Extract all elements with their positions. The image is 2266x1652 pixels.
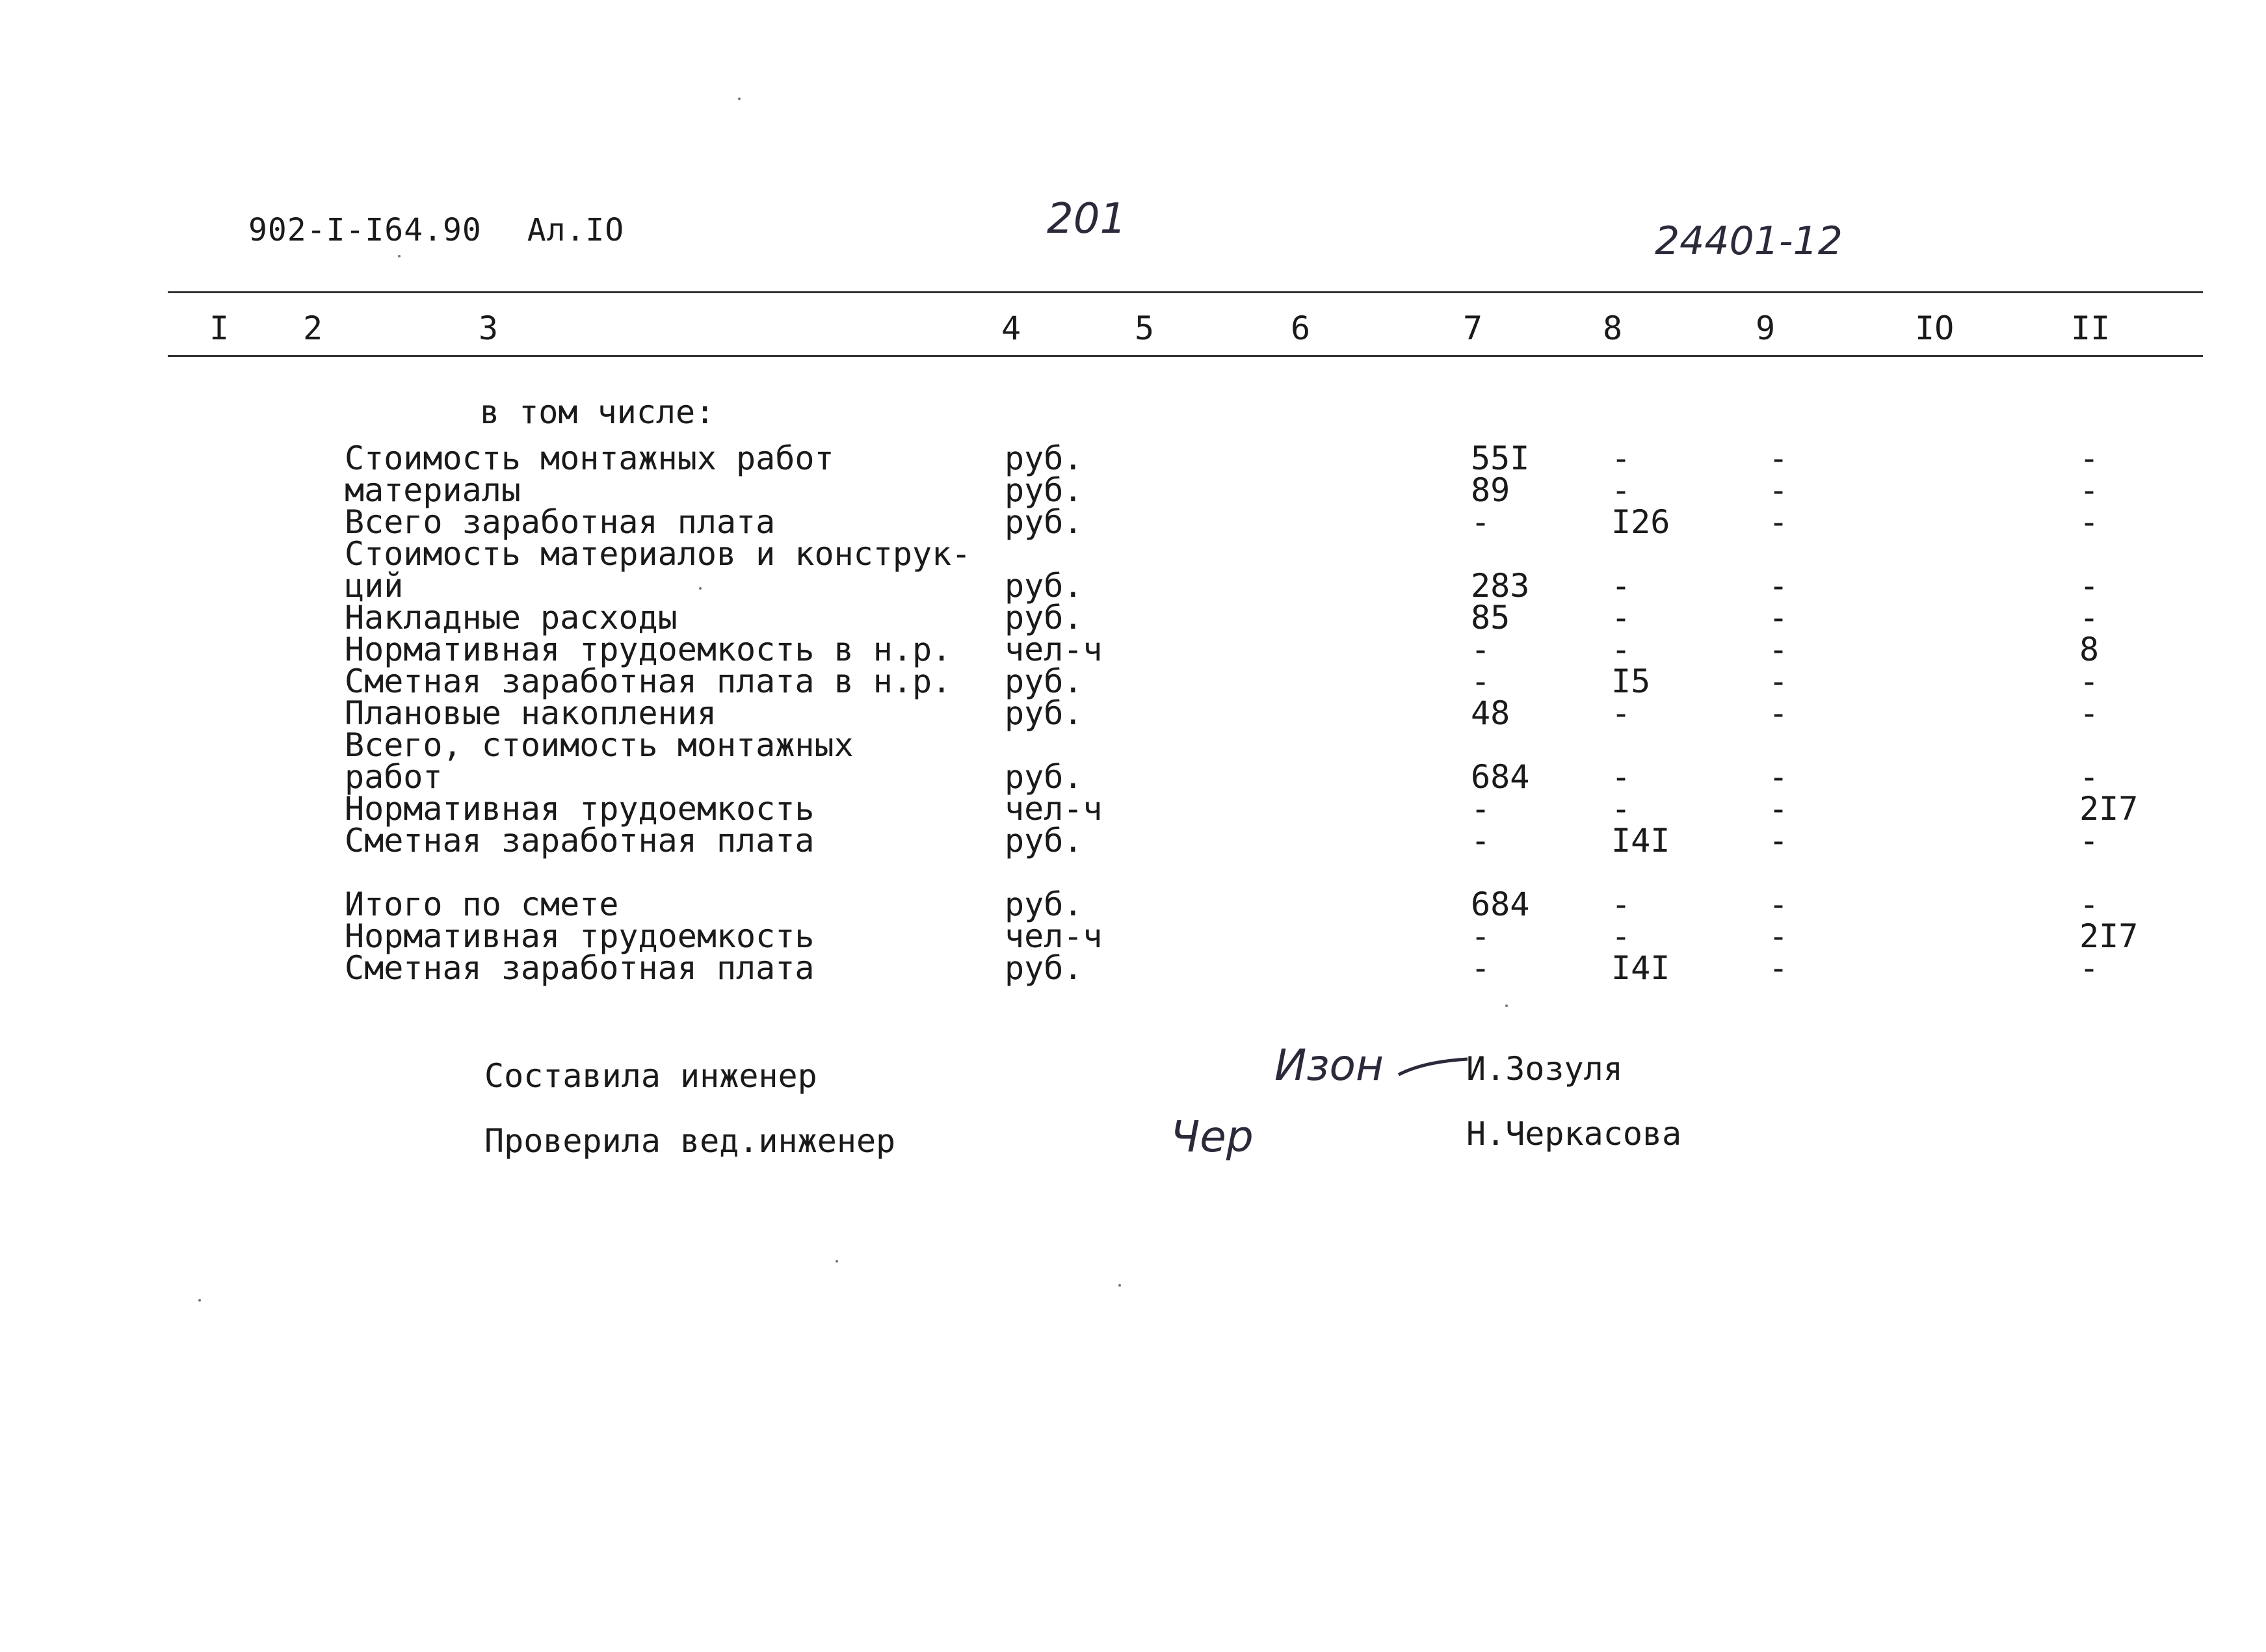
row-col7: - (1471, 949, 1491, 987)
row-col9: - (1769, 949, 1789, 987)
row-unit: чел-ч (1005, 917, 1103, 955)
row-col8: - (1611, 599, 1631, 636)
column-number: 5 (1135, 309, 1155, 347)
row-col8: I4I (1611, 949, 1670, 987)
row-label: Нормативная трудоемкость (345, 790, 815, 828)
row-col8: - (1611, 917, 1631, 955)
row-col7: 89 (1471, 471, 1510, 509)
scan-speck (398, 255, 401, 257)
table-row (0, 790, 2266, 828)
row-col8: - (1611, 790, 1631, 828)
row-col8: I26 (1611, 503, 1670, 541)
table-row (0, 439, 2266, 477)
page-number: 201 (1047, 195, 1127, 243)
row-col7: - (1471, 822, 1491, 859)
column-number: 3 (479, 309, 499, 347)
row-unit: руб. (1005, 439, 1083, 477)
row-col11: - (2079, 949, 2100, 987)
column-number: I (209, 309, 230, 347)
row-label: Сметная заработная плата (345, 822, 815, 859)
row-unit: руб. (1005, 758, 1083, 796)
row-col11: - (2079, 885, 2100, 923)
row-unit: чел-ч (1005, 631, 1103, 668)
row-col8: - (1611, 567, 1631, 605)
row-label: Всего заработная плата (345, 503, 776, 541)
column-number: 2 (303, 309, 323, 347)
table-top-rule (168, 291, 2203, 293)
row-label: Накладные расходы (345, 599, 678, 636)
row-col9: - (1769, 790, 1789, 828)
table-row (0, 885, 2266, 923)
row-col9: - (1769, 599, 1789, 636)
scan-speck (198, 1299, 201, 1302)
row-col9: - (1769, 631, 1789, 668)
table-row (0, 535, 2266, 573)
row-col9: - (1769, 758, 1789, 796)
row-col11: - (2079, 599, 2100, 636)
document-code-number: 902-I-I64.90 (248, 212, 482, 248)
compiled-signature-text: Изон (1274, 1040, 1384, 1090)
row-label: ций (345, 567, 404, 605)
checked-signature (1170, 1112, 1254, 1162)
column-number: II (2071, 309, 2111, 347)
row-col11: - (2079, 567, 2100, 605)
row-label: работ (345, 758, 443, 796)
row-col11: - (2079, 503, 2100, 541)
row-label: Всего, стоимость монтажных (345, 726, 854, 764)
row-col11: - (2079, 694, 2100, 732)
row-col9: - (1769, 917, 1789, 955)
checked-signature-text: Чер (1170, 1112, 1254, 1162)
row-col8: - (1611, 631, 1631, 668)
row-col7: 55I (1471, 439, 1530, 477)
row-col9: - (1769, 662, 1789, 700)
section-title: в том числе: (480, 393, 715, 431)
row-col11: - (2079, 439, 2100, 477)
row-col8: - (1611, 758, 1631, 796)
column-number: IO (1915, 309, 1955, 347)
row-unit: чел-ч (1005, 790, 1103, 828)
document-code (248, 212, 624, 248)
row-col7: 48 (1471, 694, 1510, 732)
row-col7: - (1471, 917, 1491, 955)
row-label: Нормативная трудоемкость (345, 917, 815, 955)
compiled-by-name: И.Зозуля (1466, 1050, 1623, 1088)
row-col7: 85 (1471, 599, 1510, 636)
row-unit: руб. (1005, 599, 1083, 636)
table-row (0, 758, 2266, 796)
table-header-rule (168, 355, 2203, 357)
checked-by-name: Н.Черкасова (1466, 1115, 1682, 1153)
scan-speck (1505, 1004, 1508, 1007)
compiled-by-label: Составила инженер (484, 1057, 817, 1095)
row-col9: - (1769, 567, 1789, 605)
row-col11: 8 (2079, 631, 2100, 668)
row-unit: руб. (1005, 503, 1083, 541)
row-col7: 283 (1471, 567, 1530, 605)
row-col8: - (1611, 471, 1631, 509)
row-col9: - (1769, 885, 1789, 923)
column-number: 7 (1463, 309, 1483, 347)
row-unit: руб. (1005, 885, 1083, 923)
scan-speck (836, 1260, 838, 1263)
row-unit: руб. (1005, 567, 1083, 605)
row-col11: - (2079, 822, 2100, 859)
row-unit: руб. (1005, 694, 1083, 732)
row-col11: 2I7 (2079, 790, 2139, 828)
table-row (0, 503, 2266, 541)
row-col11: - (2079, 758, 2100, 796)
row-unit: руб. (1005, 822, 1083, 859)
column-number: 6 (1291, 309, 1311, 347)
row-col9: - (1769, 439, 1789, 477)
column-number: 9 (1756, 309, 1776, 347)
checked-by-label: Проверила вед.инженер (484, 1122, 896, 1160)
row-label: Нормативная трудоемкость в н.р. (345, 631, 952, 668)
column-number: 8 (1603, 309, 1623, 347)
scan-speck (738, 98, 741, 100)
signature-stroke (1397, 1055, 1469, 1081)
row-col11: 2I7 (2079, 917, 2139, 955)
row-col11: - (2079, 471, 2100, 509)
compiled-signature (1274, 1040, 1469, 1090)
row-unit: руб. (1005, 662, 1083, 700)
table-row (0, 599, 2266, 636)
row-col11: - (2079, 662, 2100, 700)
table-row (0, 662, 2266, 700)
row-label: Плановые накопления (345, 694, 717, 732)
table-row (0, 917, 2266, 955)
row-col8: - (1611, 885, 1631, 923)
row-col9: - (1769, 471, 1789, 509)
row-col9: - (1769, 503, 1789, 541)
row-col8: I4I (1611, 822, 1670, 859)
row-label: Сметная заработная плата в н.р. (345, 662, 952, 700)
row-col7: 684 (1471, 885, 1530, 923)
table-row (0, 822, 2266, 859)
row-label: Итого по смете (345, 885, 619, 923)
row-col9: - (1769, 694, 1789, 732)
row-col7: - (1471, 790, 1491, 828)
table-row (0, 726, 2266, 764)
row-col7: - (1471, 662, 1491, 700)
row-col8: - (1611, 439, 1631, 477)
row-col7: - (1471, 503, 1491, 541)
scan-speck (1118, 1284, 1121, 1287)
row-unit: руб. (1005, 471, 1083, 509)
row-col9: - (1769, 822, 1789, 859)
row-col8: I5 (1611, 662, 1651, 700)
table-row (0, 567, 2266, 605)
table-row (0, 471, 2266, 509)
sheet-code: Ал.IO (527, 212, 625, 248)
row-unit: руб. (1005, 949, 1083, 987)
archive-number: 24401-12 (1655, 218, 1843, 264)
table-row (0, 631, 2266, 668)
column-number: 4 (1001, 309, 1021, 347)
row-label: Стоимость материалов и конструк- (345, 535, 971, 573)
table-row (0, 694, 2266, 732)
row-col8: - (1611, 694, 1631, 732)
scan-speck (699, 587, 702, 590)
row-col7: - (1471, 631, 1491, 668)
row-label: материалы (345, 471, 521, 509)
row-col7: 684 (1471, 758, 1530, 796)
row-label: Стоимость монтажных работ (345, 439, 834, 477)
table-row (0, 949, 2266, 987)
row-label: Сметная заработная плата (345, 949, 815, 987)
